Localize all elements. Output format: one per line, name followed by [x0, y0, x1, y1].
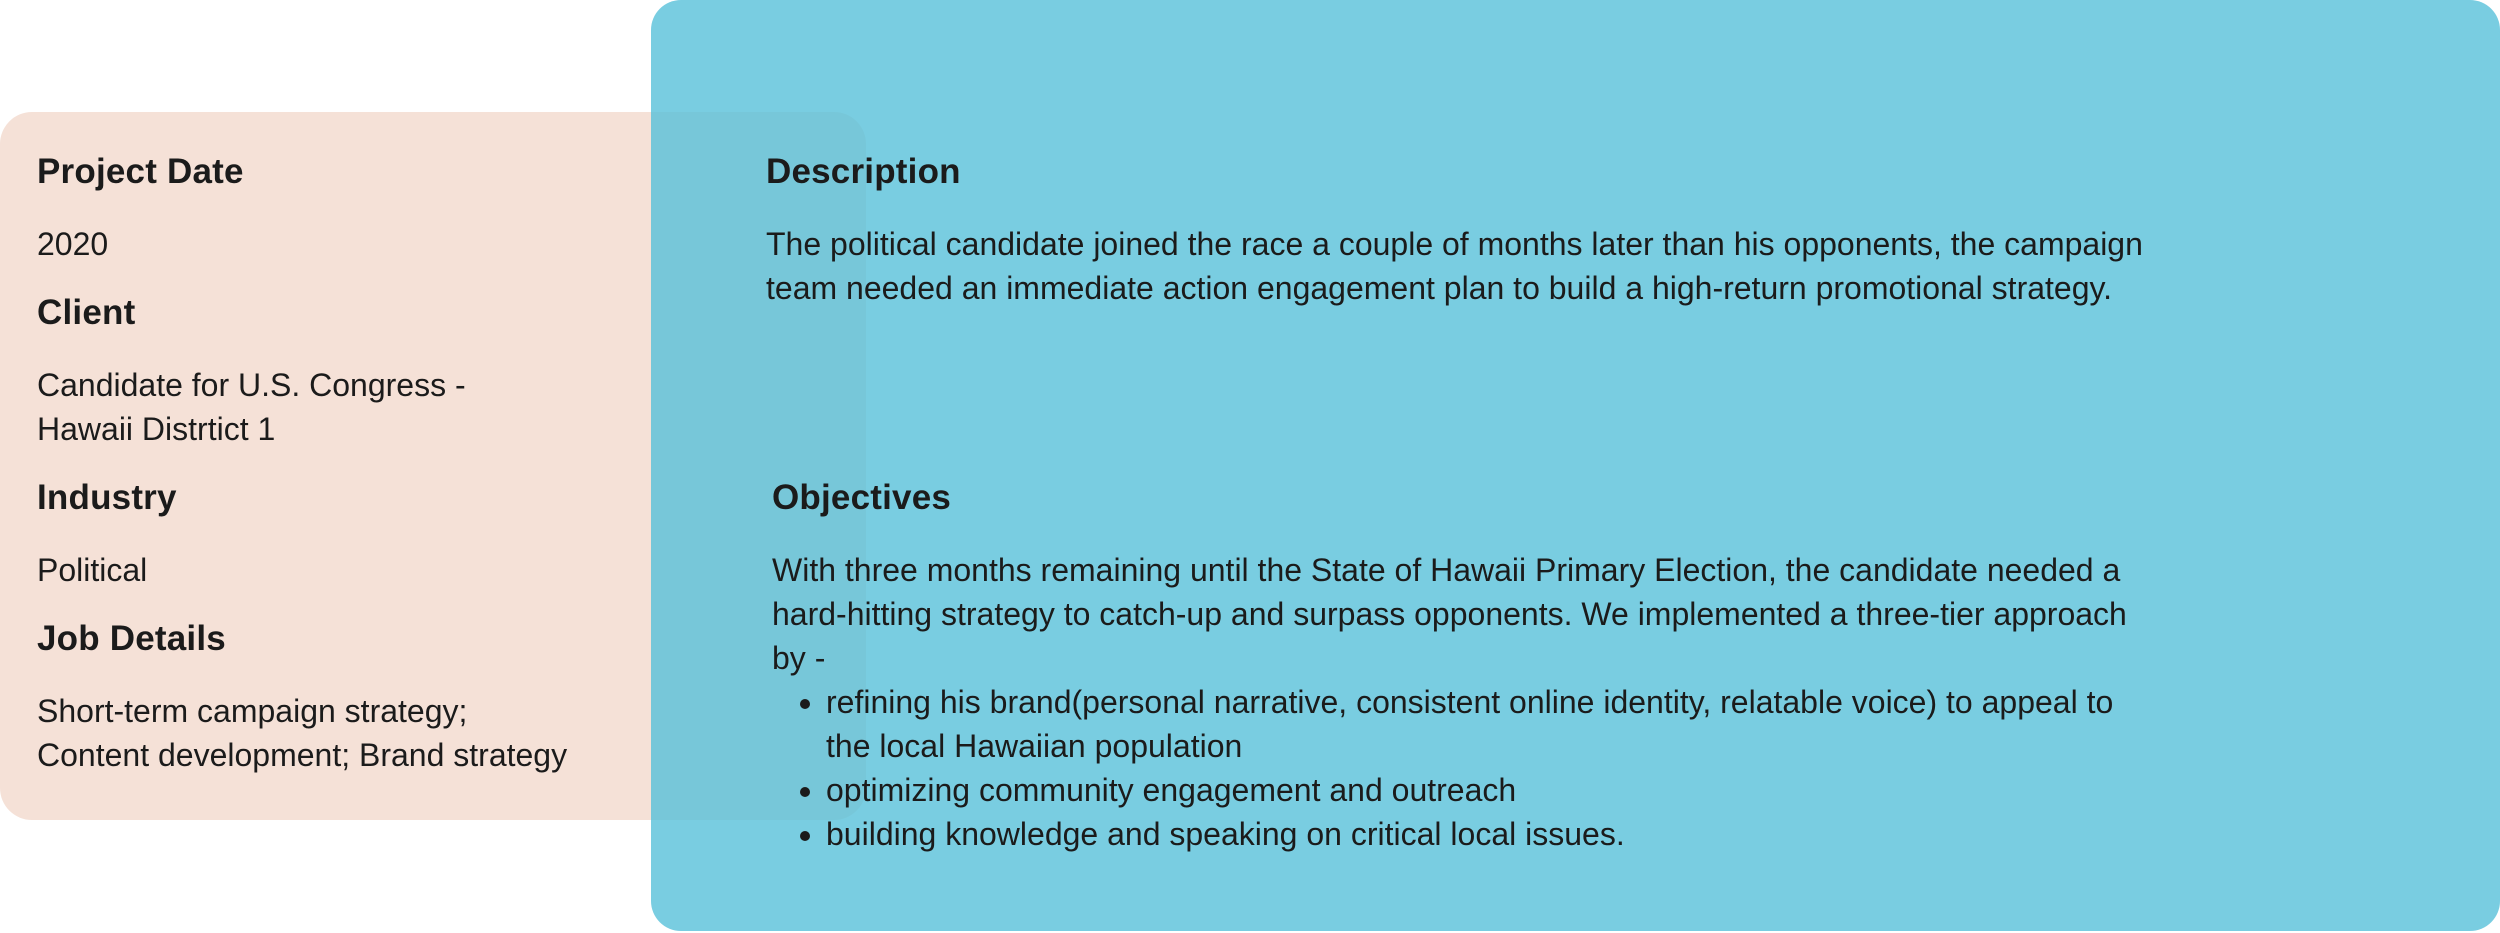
- project-date-heading: Project Date: [37, 152, 244, 191]
- industry-value: Political: [37, 552, 148, 588]
- objectives-intro: With three months remaining until the State of Hawaii Primary Election, the candidate needed a hard-hitting strategy to catch-up and surpass opponents. We implemented a three-tier approach by -: [772, 552, 2127, 676]
- job-details-heading: Job Details: [37, 619, 226, 658]
- objectives-section: [772, 476, 2172, 856]
- objective-item: • building knowledge and speaking on critical local issues.: [826, 812, 2156, 856]
- industry-heading: Industry: [37, 478, 177, 517]
- project-date-value: 2020: [37, 226, 109, 262]
- client-value: Candidate for U.S. Congress - Hawaii Distrtict 1: [37, 367, 466, 447]
- objectives-list: [772, 680, 2172, 856]
- objective-item: • optimizing community engagement and outreach: [826, 768, 2156, 812]
- objective-item: • refining his brand(personal narrative, consistent online identity, relatable voice) to appeal to the local Hawaiian population: [826, 680, 2156, 768]
- client-heading: Client: [37, 293, 136, 332]
- description-section: [766, 150, 2166, 310]
- description-body: The political candidate joined the race a couple of months later than his opponents, the campaign team needed an immediate action engagement plan to build a high-return promotional strategy.: [766, 226, 2143, 306]
- job-details-value: Short-term campaign strategy; Content development; Brand strategy: [37, 693, 568, 773]
- description-heading: Description: [766, 152, 961, 191]
- objectives-heading: Objectives: [772, 478, 952, 517]
